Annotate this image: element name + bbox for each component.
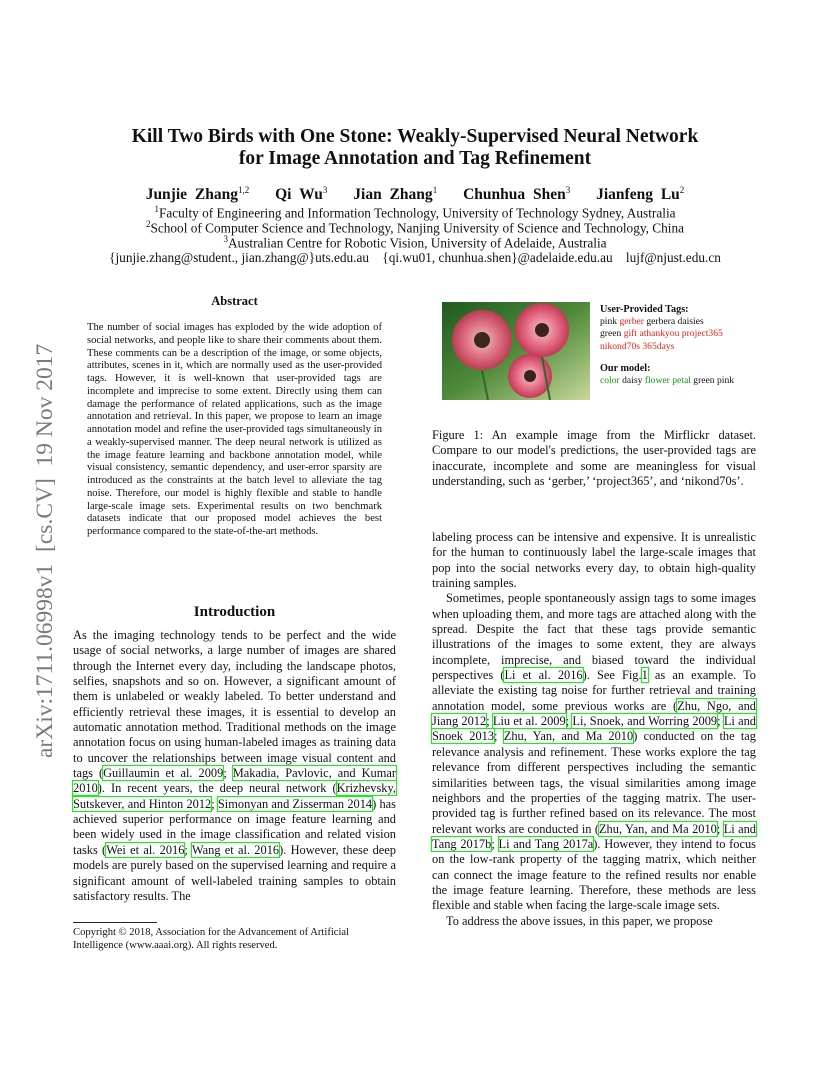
paragraph: labeling process can be intensive and expensive. It is unrealistic for the human to continuously label the large-scale images that pop into the social networks every day, to obtain high-quality training samples.	[432, 530, 756, 591]
arxiv-stamp	[12, 270, 68, 770]
author: Qi Wu$^3$	[275, 185, 328, 204]
paragraph: Sometimes, people spontaneously assign tags to some images when uploading them, and more tags are attached along with the spread. Despite the fact that these tags provide semantic illustrations of the images to some extent, they are always incomplete, imprecise, and biased toward the individual perspectives (Li et al. 2016). See Fig.1 as an example. To alleviate the existing tag noise for further retrieval and training annotation model, some previous works are (Zhu, Ngo, and Jiang 2012; Liu et al. 2009; Li, Snoek, and Worring 2009; Li and Snoek 2013; Zhu, Yan, and Ma 2010) conducted on the tag relevance analysis and refinement. These works explore the tag relevance from different perspectives including the semantic similarities between tags, the visual similarities among image neighbors and the properties of the tagging matrix. The user-provided tag is further refined based on its relevance. The most relevant works are conducted in (Zhu, Yan, and Ma 2010; Li and Tang 2017b; Li and Tang 2017a). However, they intend to focus on the low-rank property of the tagging matrix, which neither can connect the image feature to the refined results nor enable the image feature learning. Therefore, these methods are less flexible and stable when facing the large-scale image sets.	[432, 591, 757, 913]
citation-link[interactable]: Li and Tang 2017a	[498, 836, 594, 851]
author: Jianfeng Lu$^2$	[596, 185, 685, 204]
citation-link[interactable]: Li and Tang 2017b	[432, 821, 757, 851]
figure-1-caption: Figure 1: An example image from the Mirflickr dataset. Compare to our model's predictions, the user-provided tags are inaccurate, incomplete and some are meaningless for visual understanding, such as ‘gerber,’ ‘project365’, and ‘nikond70s’.	[432, 428, 756, 488]
citation-link[interactable]: Wang et al. 2016	[191, 842, 280, 857]
flower-1	[452, 310, 512, 370]
model-tags-heading: Our model:	[600, 362, 651, 374]
abstract-heading: Abstract	[211, 294, 258, 308]
citation-link[interactable]: Guillaumin et al. 2009	[103, 766, 224, 781]
citation-link[interactable]: Li et al. 2016	[504, 668, 583, 683]
title-line-1: Kill Two Birds with One Stone: Weakly-Supervised Neural Network	[131, 126, 699, 147]
figure-1-flower-photo	[442, 302, 590, 400]
author: Junjie Zhang$^{1,2}$	[145, 185, 250, 204]
user-tags-line-1: pink gerber gerbera daisies	[600, 316, 704, 328]
affiliation-2: $^2$School of Computer Science and Technology, Nanjing University of Science and Technology, China	[145, 219, 685, 236]
introduction-heading: Introduction	[193, 604, 276, 620]
citation-link[interactable]: Zhu, Yan, and Ma 2010	[503, 729, 634, 744]
citation-link[interactable]: Li and Snoek 2013	[432, 714, 756, 744]
flower-2	[515, 303, 569, 357]
introduction-body: As the imaging technology tends to be perfect and the wide usage of social networks, a large number of images are shared through the Internet every day, including the landscape photos, selfies, snapshots and so on. However, a significant amount of them is unlabeled or weakly labeled. To better understand and efficiently retrieval these images, it is essential to develop an automatic annotation method. Traditional methods on the image annotation focus on using human-labeled images as training data to uncover the relationships between image visual content and tags (Guillaumin et al. 2009; Makadia, Pavlovic, and Kumar 2010). In recent years, the deep neural network (Krizhevsky, Sutskever, and Hinton 2012; Simonyan and Zisserman 2014) has achieved superior performance on image feature learning and been widely used in the image classification and related vision tasks (Wei et al. 2016; Wang et al. 2016). However, these deep models are purely based on the supervised learning and require a significant amount of well-labeled training samples to obtain satisfactory results. The	[73, 628, 397, 903]
model-tags-line: color daisy flower petal green pink	[600, 375, 735, 387]
affiliation-1: $^1$Faculty of Engineering and Information Technology, University of Technology Sydney, Australia	[154, 204, 676, 221]
email-line: {junjie.zhang@student., jian.zhang@}uts.edu.au {qi.wu01, chunhua.shen}@adelaide.edu.au lujf@njust.edu.cn	[109, 250, 721, 265]
right-column-body	[432, 530, 756, 929]
citation-link[interactable]: Li, Snoek, and Worring 2009	[572, 714, 718, 729]
citation-link[interactable]: Krizhevsky, Sutskever, and Hinton 2012	[73, 781, 396, 811]
citation-link[interactable]: Zhu, Yan, and Ma 2010	[598, 821, 717, 836]
footnote-rule	[73, 922, 157, 923]
author-list	[90, 185, 740, 204]
citation-link[interactable]: Simonyan and Zisserman 2014	[217, 796, 373, 811]
citation-link[interactable]: Wei et al. 2016	[106, 842, 185, 857]
title-line-2: for Image Annotation and Tag Refinement	[238, 148, 592, 169]
user-tags-line-3: nikond70s 365days	[600, 340, 675, 352]
affiliation-3: $^3$Australian Centre for Robotic Vision, University of Adelaide, Australia	[223, 234, 607, 251]
author: Chunhua Shen$^3$	[463, 185, 571, 204]
author: Jian Zhang$^1$	[353, 185, 438, 204]
paper-title	[90, 126, 740, 170]
user-tags-heading: User-Provided Tags:	[600, 304, 689, 315]
figure-reference-link[interactable]: 1	[641, 668, 648, 683]
figure-1-tags	[600, 304, 760, 387]
citation-link[interactable]: Liu et al. 2009	[492, 714, 566, 729]
user-tags-line-2: green gift athankyou project365	[600, 328, 723, 340]
abstract-body: The number of social images has exploded by the wide adoption of social networks, and people like to share their comments about them. These comments can be a description of the image, or some objects, attributes, scenes in it, which are normally used as the user-provided tags. However, it is well-known that user-provided tags are incomplete and imprecise to some extent. Directly using them can damage the performance of related applications, such as the image annotation and retrieval. In this paper, we propose to learn an image annotation model and refine the user-provided tags simultaneously in a weakly-supervised manner. The deep neural network is utilized as the image feature learning and backbone annotation model, while visual consistency, semantic dependency, and user-error sparsity are introduced as the constraints at the batch level to alleviate the tag noise. Therefore, our model is highly flexible and stable to handle large-scale image sets. Experimental results on two benchmark datasets indicate that our proposed model achieves the best performance compared to the state-of-the-art methods.	[87, 322, 382, 537]
citation-link[interactable]: Makadia, Pavlovic, and Kumar 2010	[73, 766, 397, 796]
copyright-notice: Copyright © 2018, Association for the Advancement of Artificial Intelligence (www.aaai.org). All rights reserved.	[73, 927, 350, 951]
arxiv-stamp-text: arXiv:1711.06998v1 [cs.CV] 19 Nov 2017	[32, 343, 58, 758]
citation-link[interactable]: Zhu, Ngo, and Jiang 2012	[432, 698, 756, 729]
paragraph: To address the above issues, in this paper, we propose	[446, 913, 713, 928]
